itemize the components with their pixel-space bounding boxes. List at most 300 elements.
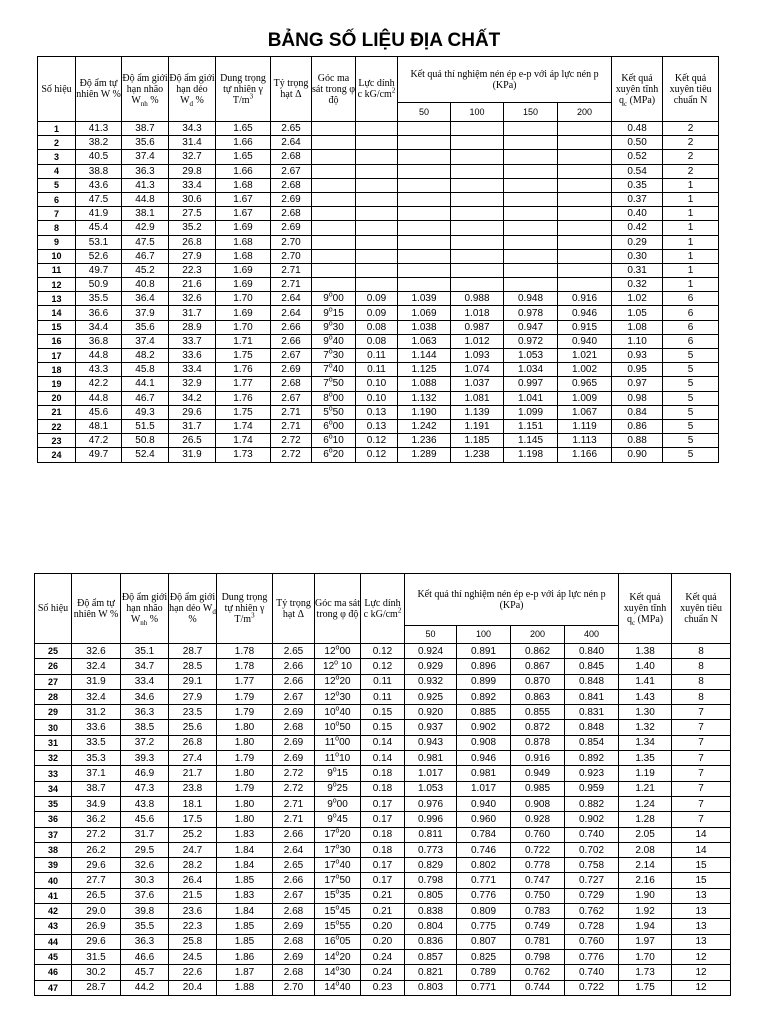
cell-qc: 1.75 [619, 980, 672, 995]
cell-w-plastic: 23.5 [169, 705, 217, 720]
phi-degrees: 7 [323, 364, 329, 376]
cell-delta: 2.66 [271, 320, 312, 334]
cell-gamma: 1.67 [216, 192, 271, 206]
cell-w-liquid: 37.6 [121, 888, 169, 903]
cell-phi [312, 391, 356, 405]
header-qc: Kết quả xuyên tĩnh $q_c$ (MPa) [619, 574, 672, 644]
cell-so-hieu: 27 [35, 674, 72, 689]
table-row [35, 705, 731, 720]
cell-w-liquid: 44.8 [122, 192, 169, 206]
cell-qc: 1.28 [619, 812, 672, 827]
cell-so-hieu: 21 [38, 405, 76, 419]
phi-degrees: 6 [323, 421, 329, 433]
cell-w-liquid: 46.7 [122, 249, 169, 263]
cell-void-ratio: 1.041 [504, 391, 558, 405]
cell-w-liquid: 49.3 [122, 405, 169, 419]
cell-void-ratio: 1.166 [558, 448, 612, 462]
cell-n: 5 [663, 363, 719, 377]
cell-c [356, 136, 398, 150]
cell-void-ratio [558, 178, 612, 192]
cell-phi [312, 178, 356, 192]
cell-void-ratio: 0.863 [511, 689, 565, 704]
cell-so-hieu: 1 [38, 122, 76, 136]
phi-degrees: 14 [324, 982, 336, 994]
cell-w-natural: 48.1 [76, 419, 122, 433]
cell-qc: 0.52 [612, 150, 663, 164]
cell-delta: 2.69 [271, 363, 312, 377]
phi-minutes: 30 [339, 691, 351, 703]
cell-void-ratio: 0.902 [457, 720, 511, 735]
cell-c: 0.18 [361, 781, 405, 796]
cell-w-plastic: 27.9 [169, 689, 217, 704]
cell-n: 1 [663, 278, 719, 292]
cell-void-ratio [558, 136, 612, 150]
cell-delta: 2.66 [273, 659, 315, 674]
cell-delta: 2.68 [271, 207, 312, 221]
cell-w-liquid: 36.4 [122, 292, 169, 306]
cell-void-ratio: 0.702 [565, 842, 619, 857]
geology-table-2 [34, 573, 731, 996]
cell-void-ratio: 1.093 [451, 349, 504, 363]
cell-delta: 2.69 [271, 221, 312, 235]
cell-qc: 1.02 [612, 292, 663, 306]
cell-qc: 0.93 [612, 349, 663, 363]
cell-qc: 0.98 [612, 391, 663, 405]
cell-void-ratio [558, 192, 612, 206]
phi-degrees: 15 [324, 905, 336, 917]
cell-gamma: 1.66 [216, 164, 271, 178]
cell-qc: 1.34 [619, 735, 672, 750]
cell-gamma: 1.75 [216, 405, 271, 419]
cell-c: 0.12 [361, 659, 405, 674]
cell-gamma: 1.69 [216, 306, 271, 320]
cell-void-ratio: 0.722 [511, 842, 565, 857]
cell-void-ratio: 0.762 [565, 904, 619, 919]
cell-phi [315, 674, 361, 689]
table-row [35, 827, 731, 842]
page-title: BẢNG SỐ LIỆU ĐỊA CHẤT [267, 30, 501, 51]
phi-degrees: 10 [324, 722, 336, 734]
degree-symbol: o [332, 781, 337, 789]
cell-void-ratio: 0.760 [511, 827, 565, 842]
cell-so-hieu: 38 [35, 842, 72, 857]
cell-void-ratio: 1.289 [398, 448, 451, 462]
cell-w-natural: 43.6 [76, 178, 122, 192]
cell-qc: 1.05 [612, 306, 663, 320]
cell-c: 0.15 [361, 705, 405, 720]
cell-delta: 2.72 [271, 434, 312, 448]
cell-c: 0.13 [356, 419, 398, 433]
cell-w-liquid: 35.6 [122, 136, 169, 150]
degree-symbol: o [335, 904, 340, 912]
cell-void-ratio [504, 207, 558, 221]
cell-c: 0.13 [356, 405, 398, 419]
cell-w-natural: 31.9 [72, 674, 121, 689]
cell-void-ratio: 0.988 [451, 292, 504, 306]
cell-w-natural: 26.2 [72, 842, 121, 857]
cell-w-plastic: 29.1 [169, 674, 217, 689]
cell-qc: 1.94 [619, 919, 672, 934]
cell-w-natural: 38.8 [76, 164, 122, 178]
cell-void-ratio [398, 192, 451, 206]
cell-n: 6 [663, 306, 719, 320]
cell-n: 1 [663, 207, 719, 221]
cell-c [356, 278, 398, 292]
cell-void-ratio [504, 278, 558, 292]
pressure-header: 200 [511, 626, 565, 644]
phi-degrees: 17 [324, 859, 336, 871]
cell-w-natural: 34.4 [76, 320, 122, 334]
cell-void-ratio: 0.943 [405, 735, 457, 750]
cell-c: 0.08 [356, 320, 398, 334]
phi-degrees: 14 [324, 966, 336, 978]
cell-void-ratio: 0.985 [511, 781, 565, 796]
cell-w-natural: 45.6 [76, 405, 122, 419]
cell-delta: 2.71 [271, 278, 312, 292]
degree-symbol: o [335, 736, 340, 744]
cell-delta: 2.72 [273, 766, 315, 781]
cell-qc: 1.21 [619, 781, 672, 796]
cell-delta: 2.71 [271, 419, 312, 433]
cell-void-ratio: 0.775 [457, 919, 511, 934]
cell-void-ratio [558, 207, 612, 221]
degree-symbol: o [328, 433, 333, 441]
cell-delta: 2.66 [273, 674, 315, 689]
cell-void-ratio [451, 178, 504, 192]
cell-void-ratio: 1.099 [504, 405, 558, 419]
phi-degrees: 15 [324, 890, 336, 902]
cell-w-plastic: 24.7 [169, 842, 217, 857]
cell-so-hieu: 11 [38, 263, 76, 277]
cell-w-natural: 29.6 [72, 858, 121, 873]
cell-void-ratio: 1.017 [405, 766, 457, 781]
cell-gamma: 1.74 [216, 434, 271, 448]
cell-c: 0.21 [361, 888, 405, 903]
cell-c: 0.17 [361, 796, 405, 811]
phi-minutes: 50 [332, 406, 344, 418]
cell-void-ratio: 0.978 [504, 306, 558, 320]
cell-so-hieu: 45 [35, 949, 72, 964]
phi-degrees: 12 [324, 691, 336, 703]
cell-w-liquid: 50.8 [122, 434, 169, 448]
cell-c: 0.20 [361, 919, 405, 934]
cell-void-ratio [504, 249, 558, 263]
cell-phi [312, 320, 356, 334]
cell-w-liquid: 39.8 [121, 904, 169, 919]
cell-so-hieu: 5 [38, 178, 76, 192]
cell-phi [312, 292, 356, 306]
cell-void-ratio: 1.081 [451, 391, 504, 405]
cell-delta: 2.69 [273, 735, 315, 750]
cell-void-ratio: 0.838 [405, 904, 457, 919]
cell-c: 0.11 [361, 674, 405, 689]
cell-w-plastic: 23.8 [169, 781, 217, 796]
cell-n: 12 [672, 965, 731, 980]
cell-void-ratio: 0.771 [457, 980, 511, 995]
cell-phi [315, 965, 361, 980]
phi-degrees: 14 [324, 951, 336, 963]
cell-phi [312, 249, 356, 263]
degree-symbol: o [335, 873, 340, 881]
cell-qc: 1.97 [619, 934, 672, 949]
phi-minutes: 40 [339, 859, 351, 871]
cell-void-ratio [451, 263, 504, 277]
cell-void-ratio: 0.831 [565, 705, 619, 720]
cell-n: 1 [663, 235, 719, 249]
cell-w-liquid: 45.8 [122, 363, 169, 377]
cell-w-natural: 35.5 [76, 292, 122, 306]
cell-w-liquid: 46.9 [121, 766, 169, 781]
cell-qc: 0.42 [612, 221, 663, 235]
cell-qc: 2.05 [619, 827, 672, 842]
cell-w-natural: 44.8 [76, 349, 122, 363]
header-w-plastic: Độ ẩm giới hạn dẻo $W_d$ % [169, 57, 216, 122]
cell-so-hieu: 42 [35, 904, 72, 919]
cell-n: 7 [672, 735, 731, 750]
cell-phi [312, 405, 356, 419]
cell-w-plastic: 33.7 [169, 334, 216, 348]
cell-c [356, 122, 398, 136]
cell-delta: 2.66 [273, 827, 315, 842]
cell-delta: 2.70 [271, 249, 312, 263]
phi-minutes: 15 [332, 307, 344, 319]
cell-n: 7 [672, 781, 731, 796]
cell-w-natural: 47.2 [76, 434, 122, 448]
degree-symbol: o [335, 720, 340, 728]
cell-void-ratio: 0.776 [565, 949, 619, 964]
cell-phi [312, 235, 356, 249]
cell-void-ratio [398, 235, 451, 249]
cell-void-ratio: 0.727 [565, 873, 619, 888]
cell-so-hieu: 39 [35, 858, 72, 873]
cell-void-ratio [504, 263, 558, 277]
cell-void-ratio [451, 249, 504, 263]
cell-n: 13 [672, 934, 731, 949]
cell-delta: 2.68 [273, 720, 315, 735]
cell-n: 8 [672, 659, 731, 674]
cell-gamma: 1.65 [216, 150, 271, 164]
degree-symbol: o [328, 448, 333, 456]
cell-c [356, 235, 398, 249]
cell-so-hieu: 46 [35, 965, 72, 980]
cell-w-natural: 29.0 [72, 904, 121, 919]
degree-symbol: o [332, 766, 337, 774]
table-row [35, 919, 731, 934]
cell-n: 5 [663, 391, 719, 405]
cell-gamma: 1.87 [217, 965, 273, 980]
cell-void-ratio: 0.972 [504, 334, 558, 348]
phi-minutes: 30 [339, 966, 351, 978]
cell-void-ratio: 0.811 [405, 827, 457, 842]
cell-w-natural: 37.1 [72, 766, 121, 781]
cell-void-ratio: 0.997 [504, 377, 558, 391]
cell-c: 0.17 [361, 858, 405, 873]
cell-so-hieu: 12 [38, 278, 76, 292]
cell-w-liquid: 36.3 [121, 934, 169, 949]
table-row [35, 674, 731, 689]
cell-w-plastic: 28.2 [169, 858, 217, 873]
cell-gamma: 1.75 [216, 349, 271, 363]
cell-n: 1 [663, 263, 719, 277]
cell-w-natural: 26.5 [72, 888, 121, 903]
cell-c: 0.24 [361, 949, 405, 964]
cell-n: 5 [663, 377, 719, 391]
cell-c: 0.12 [356, 448, 398, 462]
cell-so-hieu: 26 [35, 659, 72, 674]
cell-w-liquid: 35.6 [122, 320, 169, 334]
cell-delta: 2.70 [273, 980, 315, 995]
cell-void-ratio: 1.021 [558, 349, 612, 363]
cell-void-ratio [504, 164, 558, 178]
cell-qc: 0.37 [612, 192, 663, 206]
cell-w-plastic: 22.6 [169, 965, 217, 980]
cell-w-plastic: 34.3 [169, 122, 216, 136]
cell-phi [315, 919, 361, 934]
cell-so-hieu: 36 [35, 812, 72, 827]
cell-gamma: 1.78 [217, 659, 273, 674]
cell-n: 2 [663, 150, 719, 164]
cell-qc: 0.31 [612, 263, 663, 277]
degree-symbol: o [335, 690, 340, 698]
cell-void-ratio: 1.088 [398, 377, 451, 391]
cell-void-ratio: 1.185 [451, 434, 504, 448]
table-row [38, 263, 719, 277]
cell-c: 0.09 [356, 292, 398, 306]
cell-void-ratio: 0.899 [457, 674, 511, 689]
cell-phi [312, 207, 356, 221]
cell-c [356, 150, 398, 164]
cell-so-hieu: 30 [35, 720, 72, 735]
cell-w-liquid: 37.2 [121, 735, 169, 750]
table-row [35, 949, 731, 964]
cell-w-plastic: 21.6 [169, 278, 216, 292]
cell-so-hieu: 19 [38, 377, 76, 391]
cell-void-ratio: 0.841 [565, 689, 619, 704]
cell-w-plastic: 23.6 [169, 904, 217, 919]
cell-so-hieu: 14 [38, 306, 76, 320]
cell-c: 0.18 [361, 842, 405, 857]
degree-symbol: o [328, 334, 333, 342]
cell-w-natural: 31.2 [72, 705, 121, 720]
cell-void-ratio: 0.747 [511, 873, 565, 888]
cell-delta: 2.64 [271, 136, 312, 150]
cell-w-plastic: 28.9 [169, 320, 216, 334]
cell-phi [315, 858, 361, 873]
cell-qc: 2.14 [619, 858, 672, 873]
cell-w-natural: 30.2 [72, 965, 121, 980]
table-row [38, 292, 719, 306]
cell-so-hieu: 17 [38, 349, 76, 363]
cell-void-ratio: 0.740 [565, 827, 619, 842]
phi-degrees: 17 [324, 829, 336, 841]
phi-degrees: 9 [323, 293, 329, 305]
table-row [35, 812, 731, 827]
table-row [35, 873, 731, 888]
cell-void-ratio: 0.740 [565, 965, 619, 980]
header-w-natural: Độ ẩm tự nhiên W % [76, 57, 122, 122]
cell-w-natural: 31.5 [72, 949, 121, 964]
cell-gamma: 1.70 [216, 292, 271, 306]
pressure-header: 100 [457, 626, 511, 644]
cell-void-ratio: 0.744 [511, 980, 565, 995]
cell-w-plastic: 32.7 [169, 150, 216, 164]
cell-w-liquid: 38.1 [122, 207, 169, 221]
cell-void-ratio: 1.018 [451, 306, 504, 320]
pressure-header: 400 [565, 626, 619, 644]
cell-n: 1 [663, 178, 719, 192]
degree-symbol: o [328, 306, 333, 314]
table-row [38, 192, 719, 206]
header-c: Lực dính c $kG/cm^2$ [356, 57, 398, 122]
cell-so-hieu: 29 [35, 705, 72, 720]
table-row [38, 448, 719, 462]
phi-minutes: 55 [339, 920, 351, 932]
cell-w-natural: 36.6 [76, 306, 122, 320]
cell-gamma: 1.77 [216, 377, 271, 391]
cell-c: 0.08 [356, 334, 398, 348]
cell-n: 2 [663, 122, 719, 136]
cell-void-ratio: 0.870 [511, 674, 565, 689]
header-n: Kết quả xuyên tiêu chuẩn N [663, 57, 719, 122]
cell-void-ratio: 0.750 [511, 888, 565, 903]
cell-w-plastic: 29.8 [169, 164, 216, 178]
cell-so-hieu: 2 [38, 136, 76, 150]
cell-qc: 0.50 [612, 136, 663, 150]
phi-degrees: 9 [323, 321, 329, 333]
cell-w-natural: 45.4 [76, 221, 122, 235]
degree-symbol: o [335, 889, 340, 897]
table-row [35, 842, 731, 857]
table-row [38, 150, 719, 164]
cell-void-ratio: 0.908 [457, 735, 511, 750]
cell-phi [312, 419, 356, 433]
cell-delta: 2.69 [271, 192, 312, 206]
cell-w-liquid: 31.7 [121, 827, 169, 842]
cell-void-ratio [558, 164, 612, 178]
phi-minutes: 50 [339, 875, 351, 887]
cell-so-hieu: 41 [35, 888, 72, 903]
cell-void-ratio: 0.845 [565, 659, 619, 674]
cell-c: 0.14 [361, 735, 405, 750]
cell-phi [315, 934, 361, 949]
phi-degrees: 12 [324, 676, 336, 688]
cell-qc: 0.97 [612, 377, 663, 391]
cell-phi [315, 751, 361, 766]
cell-void-ratio: 0.746 [457, 842, 511, 857]
table-row [38, 363, 719, 377]
header-gamma: Dung trọng tự nhiên γ $T/m^3$ [217, 574, 273, 644]
cell-void-ratio: 0.959 [565, 781, 619, 796]
cell-c: 0.11 [356, 349, 398, 363]
cell-n: 7 [672, 720, 731, 735]
cell-void-ratio: 0.805 [405, 888, 457, 903]
cell-w-natural: 32.4 [72, 659, 121, 674]
phi-degrees: 16 [324, 936, 336, 948]
table-row [38, 334, 719, 348]
header-phi: Góc ma sát trong φ độ [315, 574, 361, 644]
cell-void-ratio: 0.946 [558, 306, 612, 320]
cell-gamma: 1.73 [216, 448, 271, 462]
cell-w-plastic: 17.5 [169, 812, 217, 827]
cell-qc: 1.24 [619, 796, 672, 811]
cell-void-ratio: 0.778 [511, 858, 565, 873]
cell-c: 0.17 [361, 812, 405, 827]
cell-c: 0.18 [361, 827, 405, 842]
cell-phi [315, 980, 361, 995]
cell-gamma: 1.86 [217, 949, 273, 964]
cell-void-ratio: 0.862 [511, 644, 565, 659]
cell-qc: 0.40 [612, 207, 663, 221]
